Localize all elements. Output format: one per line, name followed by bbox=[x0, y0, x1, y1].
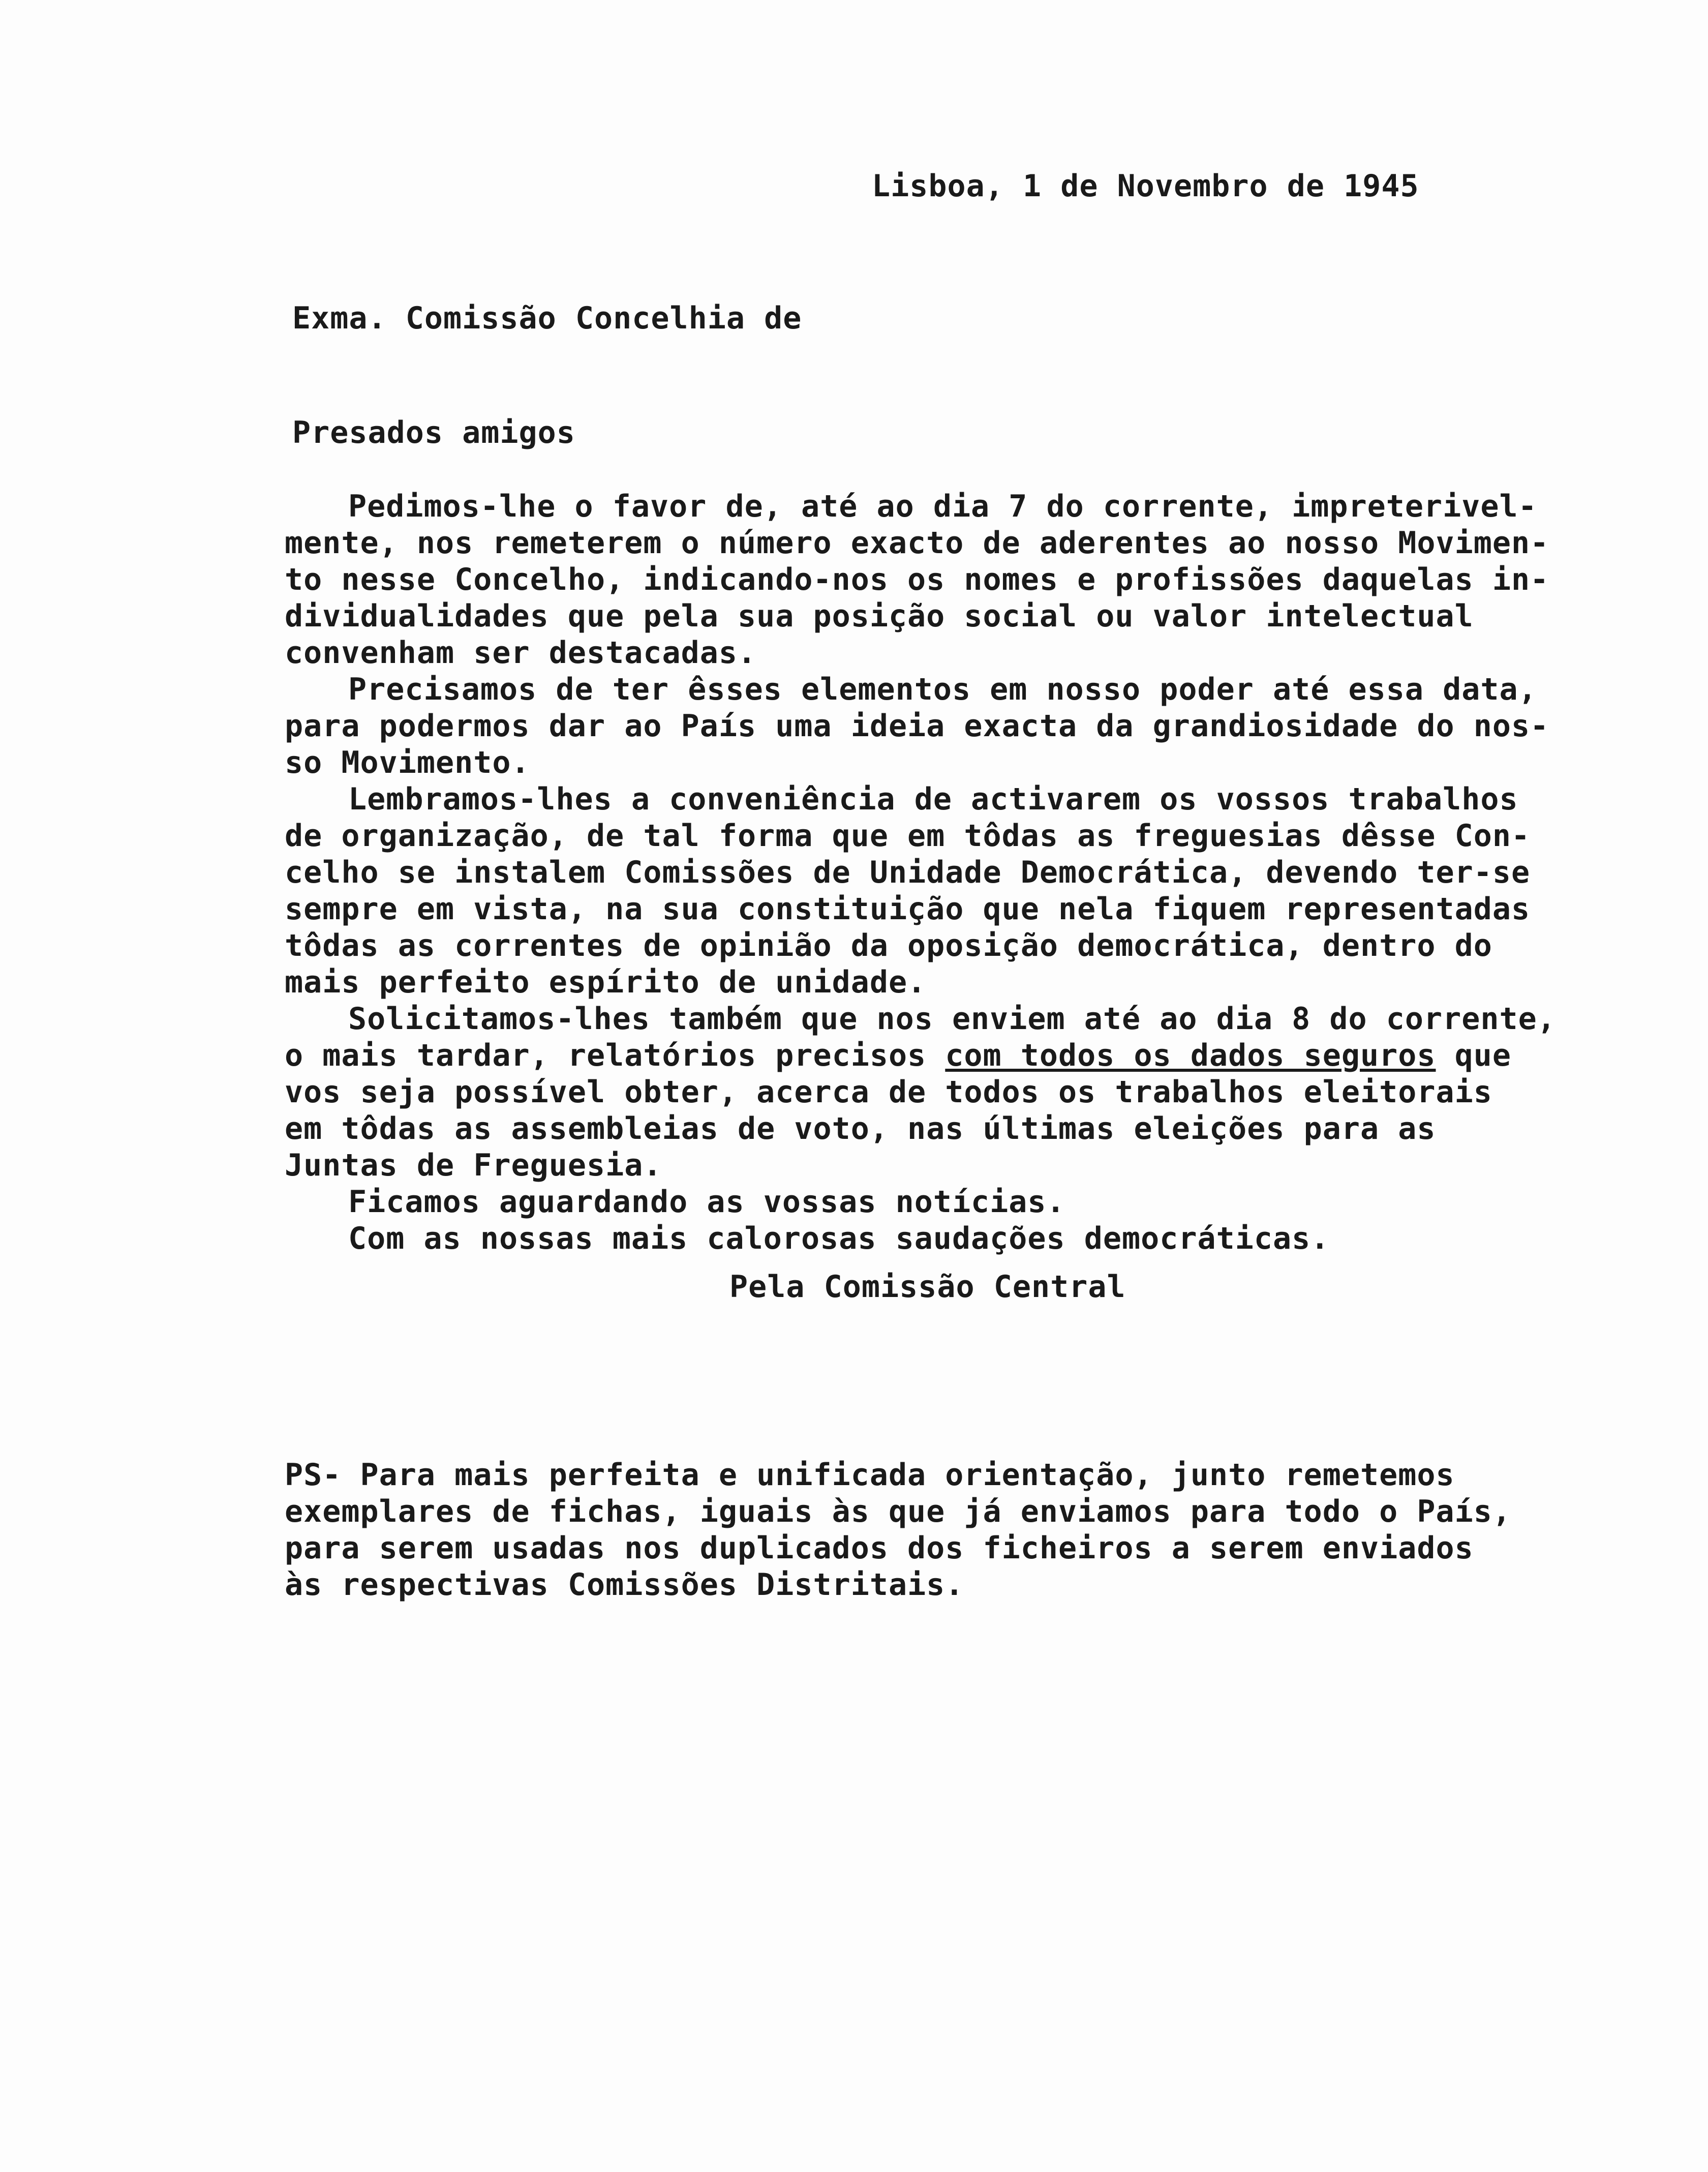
body-line: Precisamos de ter êsses elementos em nosso poder até essa data, bbox=[348, 672, 1537, 707]
underlined-phrase: com todos os dados seguros bbox=[945, 1038, 1436, 1073]
body-line: celho se instalem Comissões de Unidade Democrática, devendo ter-se bbox=[285, 855, 1531, 890]
body-line: Pedimos-lhe o favor de, até ao dia 7 do corrente, impreterivel- bbox=[348, 489, 1537, 524]
request-line: Juntas de Freguesia. bbox=[285, 1148, 662, 1183]
request-line: vos seja possível obter, acerca de todos os trabalhos eleitorais bbox=[285, 1074, 1492, 1110]
letter-salutation: Presados amigos bbox=[292, 415, 575, 450]
body-line: Lembramos-lhes a conveniência de activarem os vossos trabalhos bbox=[348, 781, 1518, 817]
body-line: mais perfeito espírito de unidade. bbox=[285, 964, 927, 1000]
request-line: Solicitamos-lhes também que nos enviem até ao dia 8 do corrente, bbox=[348, 1001, 1556, 1037]
request-text-after: que bbox=[1436, 1038, 1512, 1073]
request-text-before: o mais tardar, relatórios precisos bbox=[285, 1038, 946, 1073]
request-line-with-underline bbox=[285, 1037, 1657, 1074]
ps-line: PS- Para mais perfeita e unificada orientação, junto remetemos bbox=[285, 1457, 1455, 1493]
ps-line: para serem usadas nos duplicados dos ficheiros a serem enviados bbox=[285, 1530, 1474, 1566]
letter-signature: Pela Comissão Central bbox=[729, 1269, 1126, 1305]
letter-addressee: Exma. Comissão Concelhia de bbox=[292, 300, 802, 336]
ps-line: exemplares de fichas, iguais às que já enviamos para todo o País, bbox=[285, 1494, 1511, 1529]
closing-line: Ficamos aguardando as vossas notícias. bbox=[348, 1184, 1065, 1220]
body-line: de organização, de tal forma que em tôdas as freguesias dêsse Con- bbox=[285, 818, 1531, 854]
body-line: mente, nos remeterem o número exacto de aderentes ao nosso Movimen- bbox=[285, 525, 1549, 561]
request-line: em tôdas as assembleias de voto, nas últimas eleições para as bbox=[285, 1111, 1436, 1147]
body-line: sempre em vista, na sua constituição que nela fiquem representadas bbox=[285, 891, 1531, 927]
postscript bbox=[285, 1457, 1657, 1603]
body-line: tôdas as correntes de opinião da oposição democrática, dentro do bbox=[285, 928, 1492, 963]
ps-line: às respectivas Comissões Distritais. bbox=[285, 1567, 964, 1603]
closing-line: Com as nossas mais calorosas saudações democráticas. bbox=[348, 1221, 1330, 1256]
body-line: convenham ser destacadas. bbox=[285, 635, 757, 671]
body-line: so Movimento. bbox=[285, 745, 530, 780]
body-line: to nesse Concelho, indicando-nos os nomes e profissões daquelas in- bbox=[285, 562, 1549, 597]
body-line: dividualidades que pela sua posição social ou valor intelectual bbox=[285, 598, 1474, 634]
body-line: para podermos dar ao País uma ideia exacta da grandiosidade do nos- bbox=[285, 708, 1549, 744]
letter-body bbox=[285, 488, 1657, 1257]
letter-date: Lisboa, 1 de Novembro de 1945 bbox=[872, 168, 1419, 204]
